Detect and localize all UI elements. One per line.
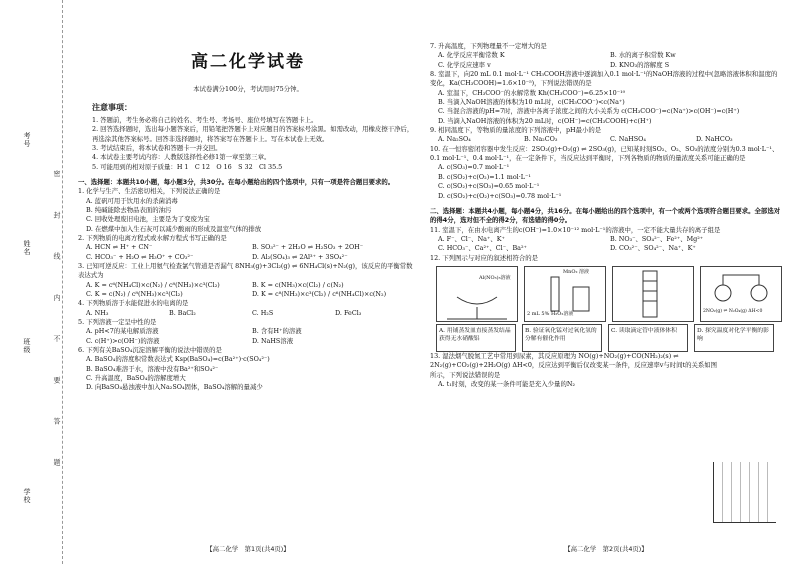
option: A. Na₂SO₄ (438, 135, 471, 144)
option: C. H₂S (252, 308, 274, 317)
option: C. 回收处理废旧电池，主要是为了变废为宝 (86, 215, 210, 224)
question-12-stem: 12. 下列图示与对应的叙述相符合的是 (430, 253, 539, 262)
option: D. CO₃²⁻、SO₄²⁻、Na⁺、K⁺ (610, 244, 696, 253)
option: C. NaHSO₄ (610, 135, 646, 144)
option: D. 当滴入NaOH溶液的体积为20 mL时，c(OH⁻)=c(CH₃COOH)+c(H⁺) (438, 116, 652, 125)
question-12-figures (436, 266, 782, 322)
option: A. HCN ⇌ H⁺ + CN⁻ (86, 243, 153, 252)
note-item: 4. 本试卷主要考试内容：人教版选择性必修1第一章至第三章。 (92, 153, 271, 162)
question-11-options (438, 235, 782, 254)
note-item: 3. 考试结束后，将本试卷和答题卡一并交回。 (92, 143, 222, 152)
option: A. BaSO₄的溶度积常数表达式 Ksp(BaSO₄)=c(Ba²⁺)·c(SO₄²⁻) (86, 355, 270, 364)
question-12-captions (436, 324, 782, 352)
figure-b (524, 266, 606, 322)
option: A. 化学反应平衡常数 K (438, 51, 505, 60)
option: A. F⁻、Cl⁻、Na⁺、K⁺ (438, 234, 505, 243)
question-options (86, 243, 418, 262)
caption-d: D. 探究温度对化学平衡的影响 (694, 324, 774, 352)
figure-b-label-2: 2 mL 5% H₂O₂溶液 (527, 310, 574, 317)
seal-line-text: 密 封 线 内 不 要 答 题 (53, 170, 61, 482)
right-column (430, 0, 782, 564)
option: C. 当混合溶液的pH=7时，溶液中各离子浓度之间的大小关系为 c(CH₃COO⁻)=c(Na⁺)>c(OH⁻)=c(H⁺) (438, 107, 740, 116)
option: B. 当滴入NaOH溶液的体积为10 mL时，c(CH₃COO⁻)<c(Na⁺) (438, 98, 625, 107)
question-options (78, 355, 418, 392)
option: A. K = c⁶(NH₄Cl)×c(N₂) / c⁸(NH₃)×c³(Cl₂) (86, 280, 220, 289)
option: D. 向BaSO₄悬浊液中加入Na₂SO₄固体，BaSO₄溶解的量减少 (86, 383, 263, 392)
section-one-heading: 一、选择题：本题共10小题，每小题3分，共30分。在每小题给出的四个选项中，只有一项是符合题目要求的。 (78, 177, 395, 186)
option: B. SO₃²⁻ + 2H₂O ⇌ H₂SO₃ + 2OH⁻ (252, 243, 364, 252)
option: D. FeCl₃ (335, 308, 362, 317)
question-options (86, 327, 418, 346)
question-13-stem: 13. 湿法烟气脱氮工艺中常用到尿素，其反应原理为 NO(g)+NO₂(g)+CO(NH₂)₂(s) ⇌ 2N₂(g)+CO₂(g)+2H₂O(g) ΔH<0，反应达到平衡后仅改变某一条件，反应速率v与时间t的关系如图所示，下列说法错误的是 (430, 351, 718, 379)
option: B. BaSO₄难溶于水，溶液中没有Ba²⁺和SO₄²⁻ (86, 364, 219, 373)
option: A. NH₃ (86, 308, 109, 317)
footer-right: 【高二化学 第2页(共4页)】 (564, 544, 648, 553)
figure-d-label: 2NO₂(g) ⇌ N₂O₄(g) ΔH<0 (703, 308, 763, 314)
option: D. 在燃煤中加入生石灰可以减少酸雨的形成及温室气体的排放 (86, 224, 262, 233)
option: D. NaHS溶液 (252, 336, 294, 345)
gutter-class: 班级 (23, 338, 31, 354)
figure-d (700, 266, 782, 322)
option: A. 蓝矾可用于饮用水的杀菌消毒 (86, 196, 178, 205)
page-subtitle: 本试卷满分100分，考试用时75分钟。 (193, 84, 303, 93)
option: A. 室温下，CH₃COO⁻的水解常数 Kh(CH₃COO⁻)=6.25×10⁻¹⁰ (438, 88, 626, 97)
question-options (86, 281, 418, 300)
caption-c: C. 读取滴定管中液体体积 (608, 324, 688, 352)
question-stem: 3. 已知可逆反应：工业上用氨气检查氯气管道是否漏气 8NH₃(g)+3Cl₂(g) ⇌ 6NH₄Cl(s)+N₂(g)，该反应的平衡常数表达式为 (78, 261, 413, 280)
option: B. K = c(NH₃)×c(Cl₂) / c(N₂) (252, 280, 344, 289)
option: C. K = c(N₂) / c⁸(NH₃)×c³(Cl₂) (86, 290, 183, 299)
option: C. 升高温度，BaSO₄的溶解度增大 (86, 374, 186, 383)
question-options (78, 197, 418, 234)
notes-title: 注意事项： (92, 103, 132, 113)
option: C. c(H⁺)>c(OH⁻)的溶液 (86, 336, 160, 345)
question-options (438, 135, 782, 144)
option: C. HCO₃⁻ + H₂O ⇌ H₃O⁺ + CO₃²⁻ (86, 252, 194, 261)
rate-time-graph (713, 462, 776, 523)
option: A. pH<7的某电解质溶液 (86, 327, 159, 336)
question-options (430, 163, 782, 200)
notes-list (78, 116, 418, 172)
footer-left: 【高二化学 第1页(共4页)】 (206, 544, 290, 553)
note-item: 5. 可能用到的相对原子质量：H 1 C 12 O 16 S 32 Cl 35.5 (92, 162, 283, 171)
left-questions (78, 187, 418, 393)
right-questions (430, 42, 782, 201)
option: C. 化学反应速率 v (438, 60, 491, 69)
question-stem: 6. 下列有关BaSO₄沉淀溶解平衡的说法中错误的是 (78, 346, 222, 355)
option: B. 含有H⁺的溶液 (252, 327, 302, 336)
question-options (86, 309, 418, 318)
question-options (438, 51, 782, 70)
note-item: 1. 答题前，考生务必将自己的姓名、考生号、考场号、座位号填写在答题卡上。 (92, 115, 318, 124)
option: B. BaCl₂ (169, 308, 196, 317)
option: D. Al₂(SO₄)₃ ⇌ 2Al³⁺ + 3SO₄²⁻ (252, 252, 348, 261)
figure-a-label: Al(NO₃)₃溶液 (479, 274, 511, 281)
question-options (430, 89, 782, 126)
question-stem: 4. 下列物质溶于水能促进水的电离的是 (78, 299, 189, 308)
question-11-stem: 11. 室温下，在由水电离产生的c(OH⁻)=1.0×10⁻¹² mol·L⁻¹的溶液中，一定不能大量共存的离子组是 (430, 225, 721, 234)
left-column (78, 0, 418, 564)
question-stem: 10. 在一恒容密闭容器中发生反应：2SO₂(g)+O₂(g) ⇌ 2SO₃(g)，已知某时刻SO₂、O₂、SO₃的浓度分别为0.3 mol·L⁻¹、0.1 mol·L⁻¹、0.4 mol·L⁻¹，在一定条件下，当反应达到平衡时，下列各物质的物质的量浓度关系可能正确的是 (430, 144, 779, 163)
section-two-heading: 二、选择题：本题共4小题，每小题4分，共16分。在每小题给出的四个选项中，有一个或两个选项符合题目要求。全部选对的得4分，选对但不全的得2分，有选错的得0分。 (430, 206, 781, 225)
gutter-name: 姓名 (23, 240, 31, 256)
question-stem: 5. 下列溶液一定呈中性的是 (78, 318, 157, 327)
question-stem: 2. 下列物质的电离方程式或水解方程式书写正确的是 (78, 233, 227, 242)
burette-icon (613, 267, 693, 321)
option: B. Na₂CO₃ (524, 135, 558, 144)
option: D. NaHCO₃ (696, 135, 733, 144)
figure-a (436, 266, 518, 322)
option: B. c(SO₂)+c(O₂)=1.1 mol·L⁻¹ (438, 172, 531, 181)
option: C. c(SO₂)+c(SO₃)=0.65 mol·L⁻¹ (438, 182, 540, 191)
figure-b-label-1: MnO₂ 溶液 (563, 268, 590, 275)
option: A. c(SO₃)=0.7 mol·L⁻¹ (438, 163, 510, 172)
question-stem: 1. 化学与生产、生活密切相关，下列说法正确的是 (78, 187, 221, 196)
option: C. HCO₃⁻、Ca²⁺、Cl⁻、Ba²⁺ (438, 244, 527, 253)
option: B. 水的离子积常数 Kw (610, 51, 676, 60)
figure-c (612, 266, 694, 322)
question-stem: 8. 室温下，向20 mL 0.1 mol·L⁻¹ CH₃COOH溶液中逐滴加入0.1 mol·L⁻¹的NaOH溶液的过程中(忽略溶液体积和温度的变化，Ka(CH₃COOH)=1.6×10⁻⁵)，下列说法错误的是 (430, 70, 778, 88)
option: B. NO₃⁻、SO₄²⁻、Fe²⁺、Mg²⁺ (610, 234, 704, 243)
option: B. 纯碱能除去物品表面的油污 (86, 205, 172, 214)
option: D. K = c⁸(NH₃)×c³(Cl₂) / c⁶(NH₄Cl)×c(N₂) (252, 290, 387, 299)
question-stem: 7. 升高温度，下列物理量不一定增大的是 (430, 42, 547, 50)
binding-gutter (0, 0, 63, 564)
note-item: 2. 回答选择题时，选出每小题答案后，用铅笔把答题卡上对应题目的答案标号涂黑。如需改动，用橡皮擦干净后，再选涂其他答案标号。回答非选择题时，将答案写在答题卡上。写在本试卷上无效。 (92, 125, 414, 143)
option: D. KNO₃的溶解度 S (610, 60, 670, 69)
page-title: 高二化学试卷 (191, 52, 305, 72)
caption-b: B. 验证氧化锰对过氧化氢的分解有催化作用 (522, 324, 602, 352)
gutter-kaohao: 考号 (23, 132, 31, 148)
option: D. c(SO₂)+c(O₂)+c(SO₃)=0.78 mol·L⁻¹ (438, 191, 562, 200)
question-stem: 9. 相同温度下，等物质的量浓度的下列溶液中，pH最小的是 (430, 126, 602, 135)
gutter-school: 学校 (23, 488, 31, 504)
question-13-option-a: A. t₁时刻，改变的某一条件可能是充入少量的N₂ (438, 379, 575, 388)
caption-a: A. 用铺蒸发皿直接蒸发结晶获得无水硝酸铝 (436, 324, 516, 352)
